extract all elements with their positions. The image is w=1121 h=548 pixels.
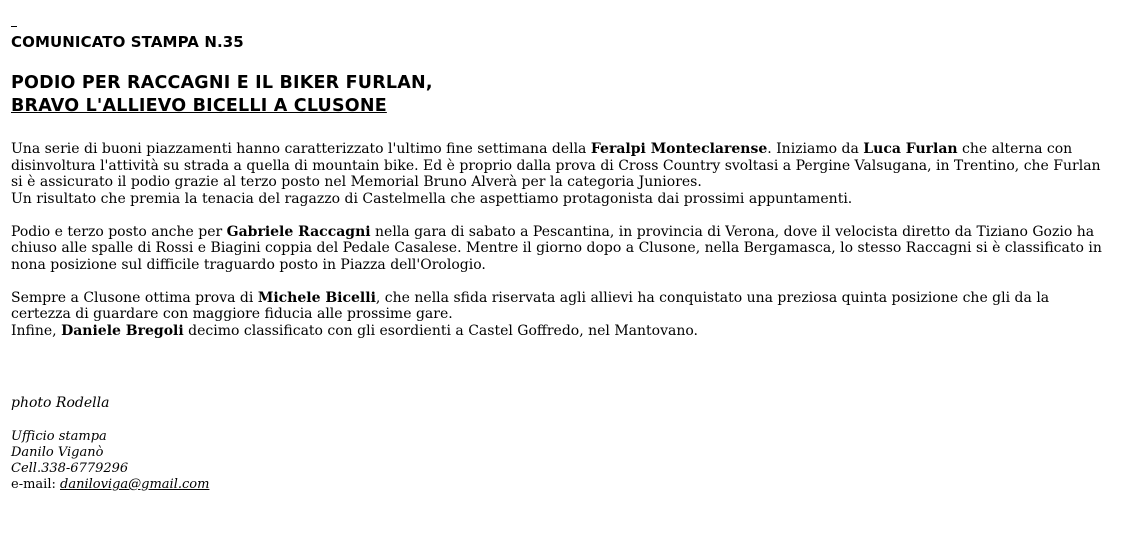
article-body	[11, 141, 1111, 339]
paragraph-1b: Un risultato che premia la tenacia del ragazzo di Castelmella che aspettiamo protagonista dai prossimi appuntamenti.	[11, 190, 853, 207]
contact-block	[11, 429, 209, 493]
contact-name: Danilo Viganò	[11, 445, 104, 460]
text: nella gara di sabato a Pescantina, in provincia di Verona, dove il velocista diretto da Tiziano Gozio ha chiuso alle spalle di Rossi e Biagini coppia del Pedale Casalese. Mentre il giorno dopo a Clusone, nella Bergamasca, lo stesso Raccagni si è classificato in nona posizione sul difficile traguardo posto in Piazza dell'Orologio.	[11, 223, 1102, 273]
text: che alterna con disinvoltura l'attività su strada a quella di mountain bike. Ed è proprio dalla prova di Cross Country svoltasi a Pergine Valsugana, in Trentino, che Furlan si è assicurato il podio grazie al terzo posto nel Memorial Bruno Alverà per la categoria Juniores.	[11, 141, 1101, 190]
athlete-name: Michele Bicelli	[257, 289, 376, 306]
athlete-name: Gabriele Raccagni	[226, 223, 371, 240]
text: Una serie di buoni piazzamenti hanno caratterizzato l'ultimo fine settimana della	[11, 141, 591, 157]
team-name: Feralpi Monteclarense	[590, 141, 768, 157]
text: , che nella sfida riservata agli allievi ha conquistato una preziosa quinta posizione che gli da la certezza di guardare con maggiore fiducia alle prossime gare.	[11, 289, 1050, 322]
text: . Iniziamo da	[767, 141, 864, 157]
paragraph-1	[11, 141, 1111, 191]
photo-credit: photo Rodella	[11, 395, 110, 411]
headline-line-1: PODIO PER RACCAGNI E IL BIKER FURLAN,	[11, 73, 433, 93]
text: decimo classificato con gli esordienti a Castel Goffredo, nel Mantovano.	[183, 322, 698, 339]
text: Infine,	[11, 322, 62, 339]
headline-line-2: BRAVO L'ALLIEVO BICELLI A CLUSONE	[11, 96, 387, 116]
email-link[interactable]: daniloviga@gmail.com	[60, 477, 210, 492]
press-office-label: Ufficio stampa	[11, 429, 107, 444]
text: Sempre a Clusone ottima prova di	[11, 289, 258, 306]
text: Podio e terzo posto anche per	[11, 223, 227, 240]
athlete-name: Daniele Bregoli	[61, 322, 184, 339]
paragraph-2	[11, 224, 1111, 274]
headline	[11, 72, 433, 118]
paragraph-3b	[11, 323, 1111, 340]
email-line	[11, 477, 209, 493]
paragraph-3	[11, 290, 1111, 323]
release-number: COMUNICATO STAMPA N.35	[11, 33, 244, 51]
athlete-name: Luca Furlan	[863, 141, 958, 157]
email-label: e-mail:	[11, 477, 60, 492]
top-mark	[11, 26, 17, 27]
contact-phone: Cell.338-6779296	[11, 461, 129, 476]
